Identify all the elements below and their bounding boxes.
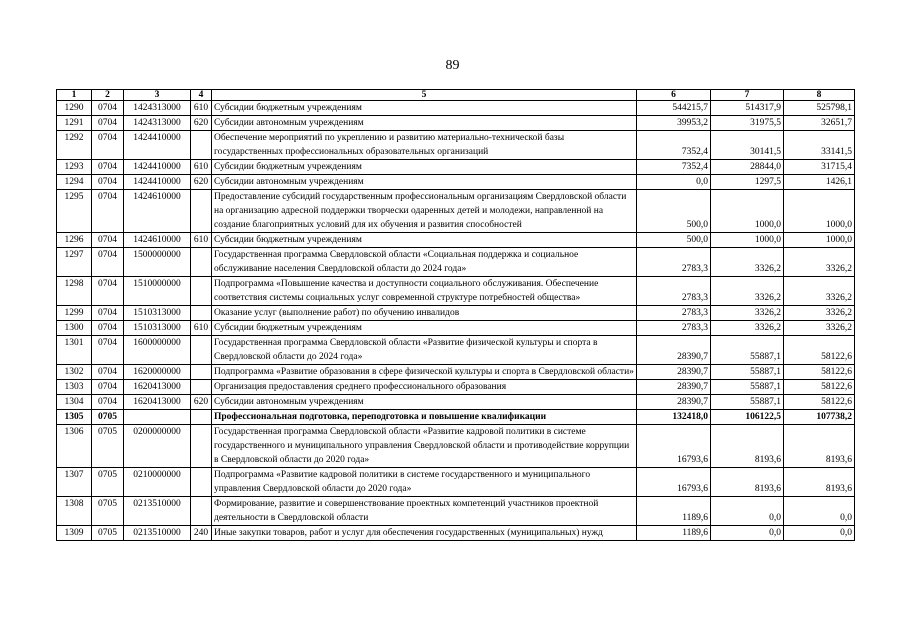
- amount-year3-cell: 1426,1: [784, 175, 855, 190]
- table-body: [57, 101, 855, 541]
- amount-year3-cell: 33141,5: [784, 131, 855, 160]
- section-code-cell: 0704: [92, 306, 124, 321]
- amount-year2-cell: 31975,5: [711, 116, 784, 131]
- row-number-cell: 1297: [57, 248, 92, 277]
- amount-year1-cell: 2783,3: [637, 277, 711, 306]
- row-number-cell: 1301: [57, 336, 92, 365]
- section-code-cell: 0704: [92, 116, 124, 131]
- expense-type-cell: [191, 336, 212, 365]
- table-row: [57, 131, 855, 160]
- item-name-cell: Формирование, развитие и совершенствование проектных компетенций участников проектной деятельности в Свердловской области: [212, 497, 637, 526]
- amount-year3-cell: 3326,2: [784, 248, 855, 277]
- table-row: [57, 380, 855, 395]
- table-row: [57, 116, 855, 131]
- table-row: [57, 190, 855, 233]
- amount-year1-cell: 28390,7: [637, 365, 711, 380]
- expense-type-cell: 610: [191, 160, 212, 175]
- row-number-cell: 1298: [57, 277, 92, 306]
- amount-year2-cell: 28844,0: [711, 160, 784, 175]
- section-code-cell: 0704: [92, 395, 124, 410]
- row-number-cell: 1304: [57, 395, 92, 410]
- section-code-cell: 0704: [92, 321, 124, 336]
- target-code-cell: 0210000000: [124, 468, 191, 497]
- target-code-cell: 1510313000: [124, 306, 191, 321]
- table-row: [57, 248, 855, 277]
- table-row: [57, 101, 855, 116]
- amount-year1-cell: 7352,4: [637, 131, 711, 160]
- item-name-cell: Субсидии бюджетным учреждениям: [212, 321, 637, 336]
- target-code-cell: 0213510000: [124, 497, 191, 526]
- table-row: [57, 277, 855, 306]
- section-code-cell: 0704: [92, 380, 124, 395]
- amount-year2-cell: 3326,2: [711, 248, 784, 277]
- amount-year3-cell: 3326,2: [784, 321, 855, 336]
- amount-year1-cell: 2783,3: [637, 321, 711, 336]
- amount-year2-cell: 55887,1: [711, 380, 784, 395]
- amount-year3-cell: 8193,6: [784, 468, 855, 497]
- amount-year3-cell: 32651,7: [784, 116, 855, 131]
- expense-type-cell: [191, 410, 212, 425]
- row-number-cell: 1296: [57, 233, 92, 248]
- amount-year2-cell: 1297,5: [711, 175, 784, 190]
- row-number-cell: 1305: [57, 410, 92, 425]
- row-number-cell: 1290: [57, 101, 92, 116]
- item-name-cell: Подпрограмма «Развитие кадровой политики в системе государственного и муниципального управления Свердловской области до 2020 года»: [212, 468, 637, 497]
- expense-type-cell: [191, 365, 212, 380]
- amount-year3-cell: 1000,0: [784, 190, 855, 233]
- row-number-cell: 1303: [57, 380, 92, 395]
- table-row: [57, 321, 855, 336]
- section-code-cell: 0705: [92, 468, 124, 497]
- column-header: 4: [191, 90, 212, 101]
- budget-table: [56, 89, 855, 541]
- item-name-cell: Профессиональная подготовка, переподготовка и повышение квалификации: [212, 410, 637, 425]
- row-number-cell: 1307: [57, 468, 92, 497]
- table-row: [57, 410, 855, 425]
- section-code-cell: 0704: [92, 131, 124, 160]
- amount-year1-cell: 39953,2: [637, 116, 711, 131]
- amount-year3-cell: 58122,6: [784, 380, 855, 395]
- target-code-cell: 1424410000: [124, 175, 191, 190]
- amount-year1-cell: 2783,3: [637, 306, 711, 321]
- item-name-cell: Подпрограмма «Развитие образования в сфере физической культуры и спорта в Свердловской области»: [212, 365, 637, 380]
- target-code-cell: 1510313000: [124, 321, 191, 336]
- amount-year1-cell: 500,0: [637, 233, 711, 248]
- amount-year2-cell: 3326,2: [711, 321, 784, 336]
- amount-year1-cell: 544215,7: [637, 101, 711, 116]
- item-name-cell: Предоставление субсидий государственным профессиональным организациям Свердловской области на организацию адресной поддержки творчески одаренных детей и молодежи, направленной на создание благоприятных условий для их обучения и развития способностей: [212, 190, 637, 233]
- amount-year2-cell: 1000,0: [711, 233, 784, 248]
- row-number-cell: 1292: [57, 131, 92, 160]
- expense-type-cell: 610: [191, 101, 212, 116]
- amount-year2-cell: 55887,1: [711, 336, 784, 365]
- section-code-cell: 0704: [92, 101, 124, 116]
- amount-year2-cell: 0,0: [711, 497, 784, 526]
- amount-year1-cell: 500,0: [637, 190, 711, 233]
- expense-type-cell: 240: [191, 526, 212, 541]
- amount-year1-cell: 16793,6: [637, 468, 711, 497]
- item-name-cell: Обеспечение мероприятий по укреплению и развитию материально-технической базы государственных профессиональных образовательных организаций: [212, 131, 637, 160]
- expense-type-cell: [191, 248, 212, 277]
- amount-year1-cell: 1189,6: [637, 526, 711, 541]
- row-number-cell: 1309: [57, 526, 92, 541]
- amount-year3-cell: 31715,4: [784, 160, 855, 175]
- table-row: [57, 395, 855, 410]
- target-code-cell: 1424313000: [124, 101, 191, 116]
- amount-year1-cell: 2783,3: [637, 248, 711, 277]
- section-code-cell: 0704: [92, 160, 124, 175]
- column-header: 5: [212, 90, 637, 101]
- section-code-cell: 0704: [92, 248, 124, 277]
- target-code-cell: [124, 410, 191, 425]
- item-name-cell: Субсидии автономным учреждениям: [212, 395, 637, 410]
- expense-type-cell: 620: [191, 395, 212, 410]
- amount-year3-cell: 3326,2: [784, 306, 855, 321]
- target-code-cell: 1500000000: [124, 248, 191, 277]
- amount-year2-cell: 8193,6: [711, 468, 784, 497]
- table-row: [57, 497, 855, 526]
- amount-year1-cell: 1189,6: [637, 497, 711, 526]
- amount-year1-cell: 28390,7: [637, 336, 711, 365]
- item-name-cell: Субсидии бюджетным учреждениям: [212, 233, 637, 248]
- target-code-cell: 0200000000: [124, 425, 191, 468]
- item-name-cell: Иные закупки товаров, работ и услуг для обеспечения государственных (муниципальных) нужд: [212, 526, 637, 541]
- row-number-cell: 1300: [57, 321, 92, 336]
- section-code-cell: 0704: [92, 277, 124, 306]
- column-header: 7: [711, 90, 784, 101]
- amount-year3-cell: 0,0: [784, 497, 855, 526]
- table-row: [57, 526, 855, 541]
- column-header: 3: [124, 90, 191, 101]
- amount-year2-cell: 55887,1: [711, 395, 784, 410]
- item-name-cell: Субсидии автономным учреждениям: [212, 116, 637, 131]
- item-name-cell: Государственная программа Свердловской области «Развитие физической культуры и спорта в Свердловской области до 2024 года»: [212, 336, 637, 365]
- item-name-cell: Государственная программа Свердловской области «Социальная поддержка и социальное обслуживание населения Свердловской области до 2024 года»: [212, 248, 637, 277]
- amount-year2-cell: 0,0: [711, 526, 784, 541]
- section-code-cell: 0705: [92, 410, 124, 425]
- expense-type-cell: 620: [191, 175, 212, 190]
- amount-year3-cell: 58122,6: [784, 336, 855, 365]
- row-number-cell: 1293: [57, 160, 92, 175]
- amount-year2-cell: 3326,2: [711, 306, 784, 321]
- amount-year1-cell: 0,0: [637, 175, 711, 190]
- column-header: 1: [57, 90, 92, 101]
- target-code-cell: 1620413000: [124, 395, 191, 410]
- expense-type-cell: [191, 468, 212, 497]
- expense-type-cell: 620: [191, 116, 212, 131]
- target-code-cell: 1424313000: [124, 116, 191, 131]
- section-code-cell: 0704: [92, 336, 124, 365]
- amount-year2-cell: 3326,2: [711, 277, 784, 306]
- section-code-cell: 0705: [92, 497, 124, 526]
- table-row: [57, 175, 855, 190]
- page-number: 89: [445, 58, 460, 73]
- item-name-cell: Оказание услуг (выполнение работ) по обучению инвалидов: [212, 306, 637, 321]
- item-name-cell: Субсидии бюджетным учреждениям: [212, 101, 637, 116]
- table-row: [57, 468, 855, 497]
- amount-year3-cell: 0,0: [784, 526, 855, 541]
- item-name-cell: Организация предоставления среднего профессионального образования: [212, 380, 637, 395]
- item-name-cell: Государственная программа Свердловской области «Развитие кадровой политики в системе государственного и муниципального управления Свердловской области и противодействие коррупции в Свердловской области до 2020 года»: [212, 425, 637, 468]
- column-header: 8: [784, 90, 855, 101]
- section-code-cell: 0704: [92, 365, 124, 380]
- expense-type-cell: [191, 306, 212, 321]
- amount-year3-cell: 58122,6: [784, 365, 855, 380]
- item-name-cell: Подпрограмма «Повышение качества и доступности социального обслуживания. Обеспечение соответствия системы социальных услуг современной структуре потребностей общества»: [212, 277, 637, 306]
- amount-year1-cell: 132418,0: [637, 410, 711, 425]
- table-row: [57, 336, 855, 365]
- row-number-cell: 1299: [57, 306, 92, 321]
- amount-year3-cell: 1000,0: [784, 233, 855, 248]
- amount-year2-cell: 1000,0: [711, 190, 784, 233]
- item-name-cell: Субсидии бюджетным учреждениям: [212, 160, 637, 175]
- expense-type-cell: [191, 277, 212, 306]
- table-row: [57, 425, 855, 468]
- header-row: [57, 90, 855, 101]
- section-code-cell: 0704: [92, 190, 124, 233]
- row-number-cell: 1308: [57, 497, 92, 526]
- amount-year2-cell: 8193,6: [711, 425, 784, 468]
- target-code-cell: 1510000000: [124, 277, 191, 306]
- row-number-cell: 1306: [57, 425, 92, 468]
- row-number-cell: 1291: [57, 116, 92, 131]
- column-header: 6: [637, 90, 711, 101]
- expense-type-cell: [191, 497, 212, 526]
- target-code-cell: 1424410000: [124, 131, 191, 160]
- amount-year3-cell: 3326,2: [784, 277, 855, 306]
- row-number-cell: 1302: [57, 365, 92, 380]
- amount-year1-cell: 7352,4: [637, 160, 711, 175]
- amount-year3-cell: 58122,6: [784, 395, 855, 410]
- amount-year2-cell: 514317,9: [711, 101, 784, 116]
- expense-type-cell: 610: [191, 321, 212, 336]
- table-row: [57, 306, 855, 321]
- table-row: [57, 233, 855, 248]
- expense-type-cell: 610: [191, 233, 212, 248]
- expense-type-cell: [191, 190, 212, 233]
- table-row: [57, 160, 855, 175]
- amount-year1-cell: 28390,7: [637, 380, 711, 395]
- amount-year1-cell: 28390,7: [637, 395, 711, 410]
- table-row: [57, 365, 855, 380]
- amount-year2-cell: 106122,5: [711, 410, 784, 425]
- item-name-cell: Субсидии автономным учреждениям: [212, 175, 637, 190]
- row-number-cell: 1294: [57, 175, 92, 190]
- amount-year2-cell: 55887,1: [711, 365, 784, 380]
- section-code-cell: 0705: [92, 425, 124, 468]
- amount-year3-cell: 8193,6: [784, 425, 855, 468]
- target-code-cell: 0213510000: [124, 526, 191, 541]
- section-code-cell: 0705: [92, 526, 124, 541]
- expense-type-cell: [191, 131, 212, 160]
- target-code-cell: 1424610000: [124, 233, 191, 248]
- target-code-cell: 1424610000: [124, 190, 191, 233]
- expense-type-cell: [191, 425, 212, 468]
- target-code-cell: 1620413000: [124, 380, 191, 395]
- column-header: 2: [92, 90, 124, 101]
- amount-year3-cell: 107738,2: [784, 410, 855, 425]
- amount-year1-cell: 16793,6: [637, 425, 711, 468]
- target-code-cell: 1424410000: [124, 160, 191, 175]
- section-code-cell: 0704: [92, 175, 124, 190]
- expense-type-cell: [191, 380, 212, 395]
- amount-year2-cell: 30141,5: [711, 131, 784, 160]
- target-code-cell: 1600000000: [124, 336, 191, 365]
- row-number-cell: 1295: [57, 190, 92, 233]
- amount-year3-cell: 525798,1: [784, 101, 855, 116]
- section-code-cell: 0704: [92, 233, 124, 248]
- target-code-cell: 1620000000: [124, 365, 191, 380]
